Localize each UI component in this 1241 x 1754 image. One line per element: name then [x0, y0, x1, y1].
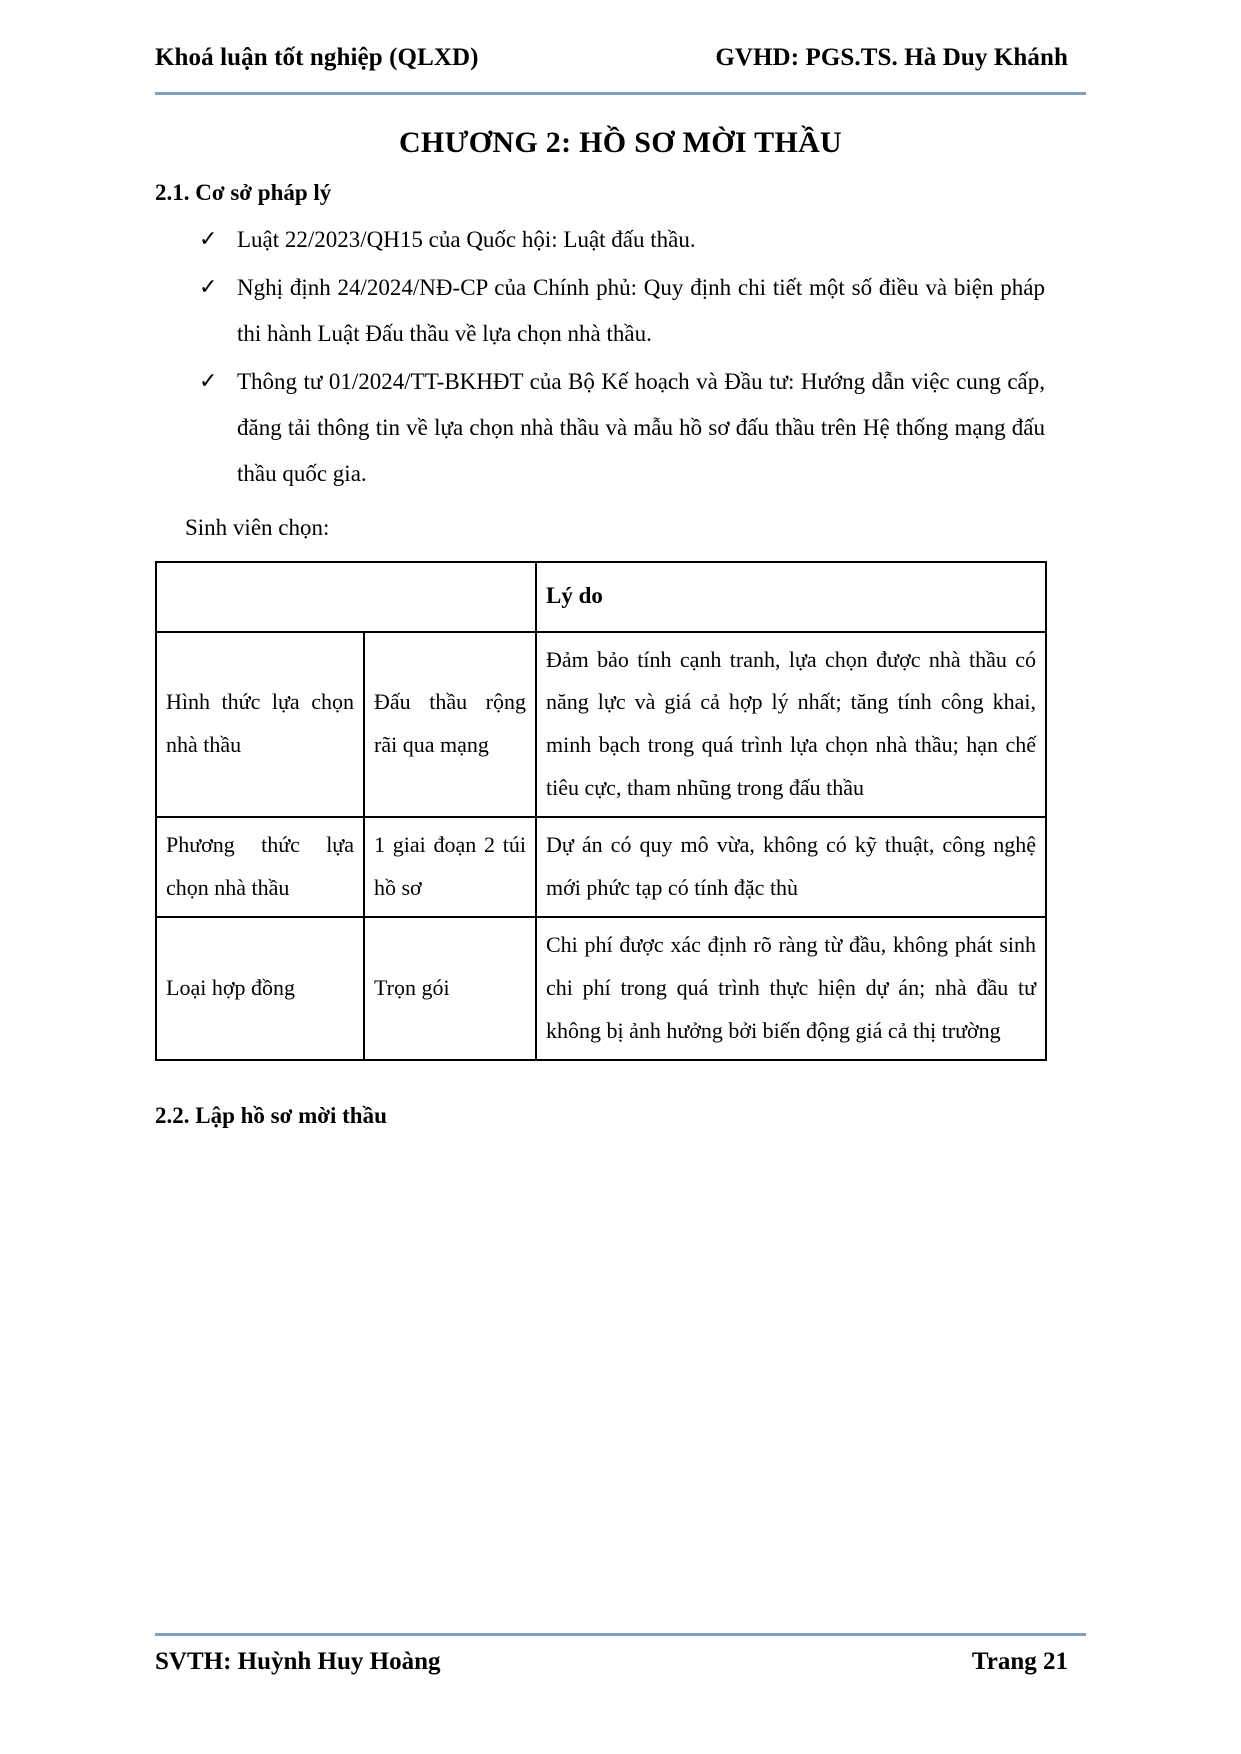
footer-divider-rule	[155, 1633, 1086, 1636]
table-cell-reason: Đảm bảo tính cạnh tranh, lựa chọn được nhà thầu có năng lực và giá cả hợp lý nhất; tăng tính công khai, minh bạch trong quá trình lựa chọn nhà thầu; hạn chế tiêu cực, tham nhũng trong đấu thầu	[536, 632, 1046, 818]
table-cell-value: Trọn gói	[364, 917, 536, 1060]
running-header	[155, 44, 1086, 72]
table-cell-value: Đấu thầu rộng rãi qua mạng	[364, 632, 536, 818]
table-cell-value: 1 giai đoạn 2 túi hồ sơ	[364, 817, 536, 917]
table-header-row	[156, 562, 1046, 632]
table-cell-reason: Dự án có quy mô vừa, không có kỹ thuật, công nghệ mới phức tạp có tính đặc thù	[536, 817, 1046, 917]
footer-author-text: SVTH: Huỳnh Huy Hoàng	[155, 1648, 441, 1675]
list-item-text: Nghị định 24/2024/NĐ-CP của Chính phủ: Quy định chi tiết một số điều và biện pháp thi hành Luật Đấu thầu về lựa chọn nhà thầu.	[237, 274, 1045, 346]
table-cell-label: Phương thức lựa chọn nhà thầu	[156, 817, 364, 917]
header-left-text: Khoá luận tốt nghiệp (QLXD)	[155, 44, 479, 71]
page-number: Trang 21	[971, 1648, 1068, 1675]
table-cell-label: Hình thức lựa chọn nhà thầu	[156, 632, 364, 818]
page-title: CHƯƠNG 2: HỒ SƠ MỜI THẦU	[398, 126, 843, 159]
table-cell-reason: Chi phí được xác định rõ ràng từ đầu, không phát sinh chi phí trong quá trình thực hiện dự án; nhà đầu tư không bị ảnh hưởng bởi biến động giá cả thị trường	[536, 917, 1046, 1060]
section-heading-2-2: 2.2. Lập hồ sơ mời thầu	[155, 1102, 387, 1128]
selection-summary-table	[155, 561, 1047, 1061]
intro-line: Sinh viên chọn:	[185, 514, 330, 540]
list-item-text: Thông tư 01/2024/TT-BKHĐT của Bộ Kế hoạch và Đầu tư: Hướng dẫn việc cung cấp, đăng tải thông tin về lựa chọn nhà thầu và mẫu hồ sơ đấu thầu trên Hệ thống mạng đấu thầu quốc gia.	[237, 368, 1045, 486]
table-row	[156, 917, 1046, 1060]
list-item	[193, 359, 1045, 497]
check-icon: ✓	[199, 273, 218, 299]
running-footer	[155, 1648, 1086, 1676]
table-row	[156, 632, 1046, 818]
document-body	[155, 176, 1045, 1133]
table-header-blank	[156, 562, 536, 632]
legal-basis-list	[155, 217, 1045, 497]
header-right-text: GVHD: PGS.TS. Hà Duy Khánh	[715, 44, 1068, 71]
table-row	[156, 817, 1046, 917]
table-cell-label: Loại hợp đồng	[156, 917, 364, 1060]
check-icon: ✓	[199, 225, 218, 251]
list-item-text: Luật 22/2023/QH15 của Quốc hội: Luật đấu thầu.	[237, 226, 696, 252]
list-item	[193, 217, 1045, 263]
list-item	[193, 265, 1045, 357]
header-divider-rule	[155, 92, 1086, 95]
section-heading-2-1: 2.1. Cơ sở pháp lý	[155, 180, 332, 205]
table-header-reason: Lý do	[536, 562, 1046, 632]
check-icon: ✓	[199, 367, 218, 393]
